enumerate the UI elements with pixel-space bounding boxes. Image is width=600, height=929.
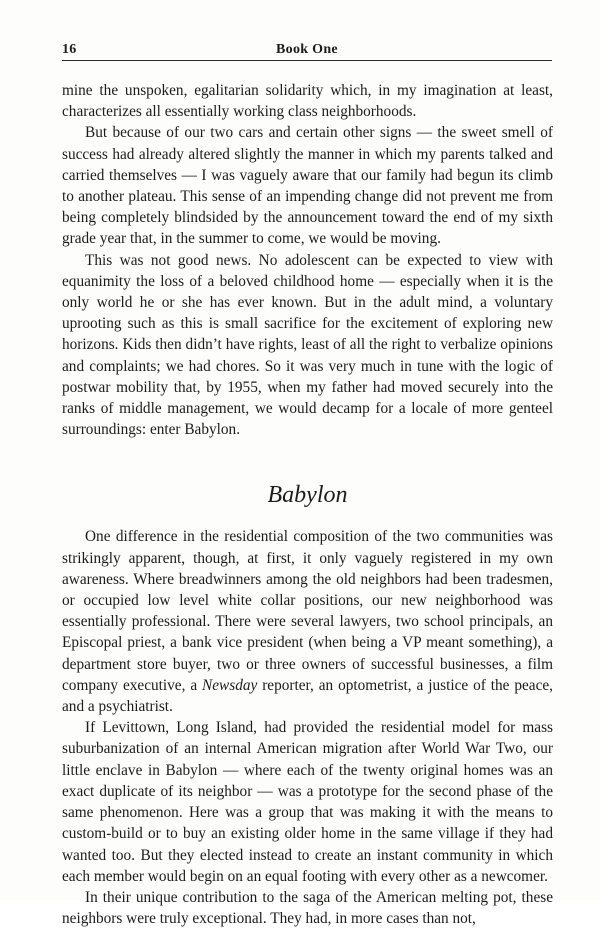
paragraph: But because of our two cars and certain other signs — the sweet smell of success had already altered slightly the manner in which my parents talked and carried themselves — I was vaguely aware that our family had begun its climb to another plateau. This sense of an impending change did not prevent me from being completely blindsided by the announcement toward the end of my sixth grade year that, in the summer to come, we would be moving. [62,124,553,248]
paragraph-continued: mine the unspoken, egalitarian solidarity which, in my imagination at least, characterizes all essentially working class neighborhoods. [62,82,553,121]
running-head: Book One [276,42,338,57]
paragraph-text: reporter, an optometrist, a justice of the peace, and a psychiatrist. [62,676,553,716]
page-number: 16 [62,42,77,57]
paragraph: In their unique contribution to the saga of the American melting pot, these neighbors were truly exceptional. They had, in more cases than not, [62,888,553,928]
page-header [62,40,552,61]
section-title: Babylon [267,482,348,509]
body-text [62,80,553,929]
paragraph: If Levittown, Long Island, had provided the residential model for mass suburbanization of an internal American migration after World War Two, our little enclave in Babylon — where each of the twenty original homes was an exact duplicate of its neighbor — was a prototype for the second phase of the same phenomenon. Here was a group that was making it with the means to custom-build or to buy an existing older home in the same village if they had wanted too. But they elected instead to create an instant community in which each member would begin on an equal footing with every other as a newcomer. [62,719,553,885]
paragraph: This was not good news. No adolescent can be expected to view with equanimity the loss of a beloved childhood home — especially when it is the only world he or she has ever known. But in the adult mind, a voluntary uprooting such as this is small sacrifice for the excitement of exploring new horizons. Kids then didn’t have rights, least of all the right to verbalize opinions and complaints; we had chores. So it was very much in tune with the logic of postwar mobility that, by 1955, when my father had moved securely into the ranks of middle management, we would decamp for a locale of more genteel surroundings: enter Babylon. [62,251,553,439]
newspaper-title: Newsday [202,676,258,694]
paragraph-text: One difference in the residential composition of the two communities was strikingly apparent, though, at first, it only vaguely registered in my own awareness. Where breadwinners among the old neighbors had been tradesmen, or occupied low level white collar positions, our new neighborhood was essentially professional. There were several lawyers, two school principals, an Episcopal priest, a bank vice president (when being a VP meant something), a department store buyer, two or three owners of successful businesses, a film company executive, a [62,528,553,694]
paragraph-babylon-intro [62,526,553,717]
